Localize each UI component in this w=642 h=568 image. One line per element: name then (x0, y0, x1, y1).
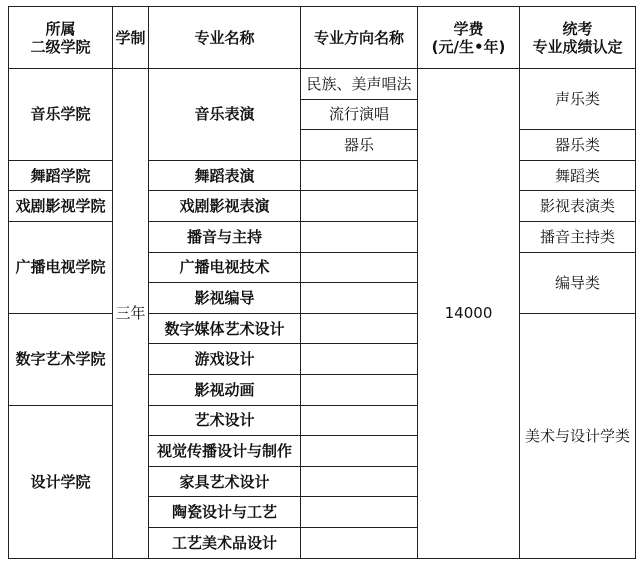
major-cell: 广播电视技术 (149, 252, 301, 283)
direction-cell (301, 344, 418, 375)
exam-cell: 声乐类 (520, 69, 636, 130)
direction-cell (301, 252, 418, 283)
major-cell: 舞蹈表演 (149, 160, 301, 191)
major-cell: 播音与主持 (149, 221, 301, 252)
direction-cell (301, 527, 418, 558)
major-cell: 家具艺术设计 (149, 466, 301, 497)
exam-cell: 播音主持类 (520, 221, 636, 252)
major-cell: 工艺美术品设计 (149, 527, 301, 558)
header-major: 专业名称 (149, 7, 301, 69)
direction-cell (301, 313, 418, 344)
direction-cell (301, 221, 418, 252)
major-cell: 陶瓷设计与工艺 (149, 497, 301, 528)
table-row (9, 160, 636, 191)
table-row (9, 191, 636, 222)
header-row (9, 7, 636, 69)
header-college: 所属 二级学院 (9, 7, 113, 69)
major-cell: 戏剧影视表演 (149, 191, 301, 222)
direction-cell: 民族、美声唱法 (301, 69, 418, 100)
direction-cell (301, 374, 418, 405)
college-cell: 设计学院 (9, 405, 113, 558)
table-row (9, 221, 636, 252)
duration-cell: 三年 (113, 69, 149, 559)
table-row (9, 69, 636, 100)
header-fee: 学费 (元/生•年) (418, 7, 520, 69)
direction-cell (301, 436, 418, 467)
table-row (9, 313, 636, 344)
fee-cell: 14000 (418, 69, 520, 559)
major-cell: 艺术设计 (149, 405, 301, 436)
exam-cell: 影视表演类 (520, 191, 636, 222)
direction-cell (301, 405, 418, 436)
header-direction: 专业方向名称 (301, 7, 418, 69)
major-cell: 影视编导 (149, 283, 301, 314)
tuition-table (8, 6, 636, 559)
major-cell: 视觉传播设计与制作 (149, 436, 301, 467)
direction-cell (301, 466, 418, 497)
exam-cell: 舞蹈类 (520, 160, 636, 191)
major-cell: 影视动画 (149, 374, 301, 405)
header-exam: 统考 专业成绩认定 (520, 7, 636, 69)
college-cell: 舞蹈学院 (9, 160, 113, 191)
direction-cell (301, 283, 418, 314)
header-duration: 学制 (113, 7, 149, 69)
exam-cell: 编导类 (520, 252, 636, 313)
college-cell: 戏剧影视学院 (9, 191, 113, 222)
college-cell: 音乐学院 (9, 69, 113, 161)
direction-cell (301, 497, 418, 528)
direction-cell (301, 191, 418, 222)
major-cell: 音乐表演 (149, 69, 301, 161)
direction-cell: 流行演唱 (301, 99, 418, 130)
exam-cell: 器乐类 (520, 130, 636, 161)
direction-cell (301, 160, 418, 191)
college-cell: 广播电视学院 (9, 221, 113, 313)
college-cell: 数字艺术学院 (9, 313, 113, 405)
major-cell: 游戏设计 (149, 344, 301, 375)
major-cell: 数字媒体艺术设计 (149, 313, 301, 344)
direction-cell: 器乐 (301, 130, 418, 161)
exam-cell: 美术与设计学类 (520, 313, 636, 558)
